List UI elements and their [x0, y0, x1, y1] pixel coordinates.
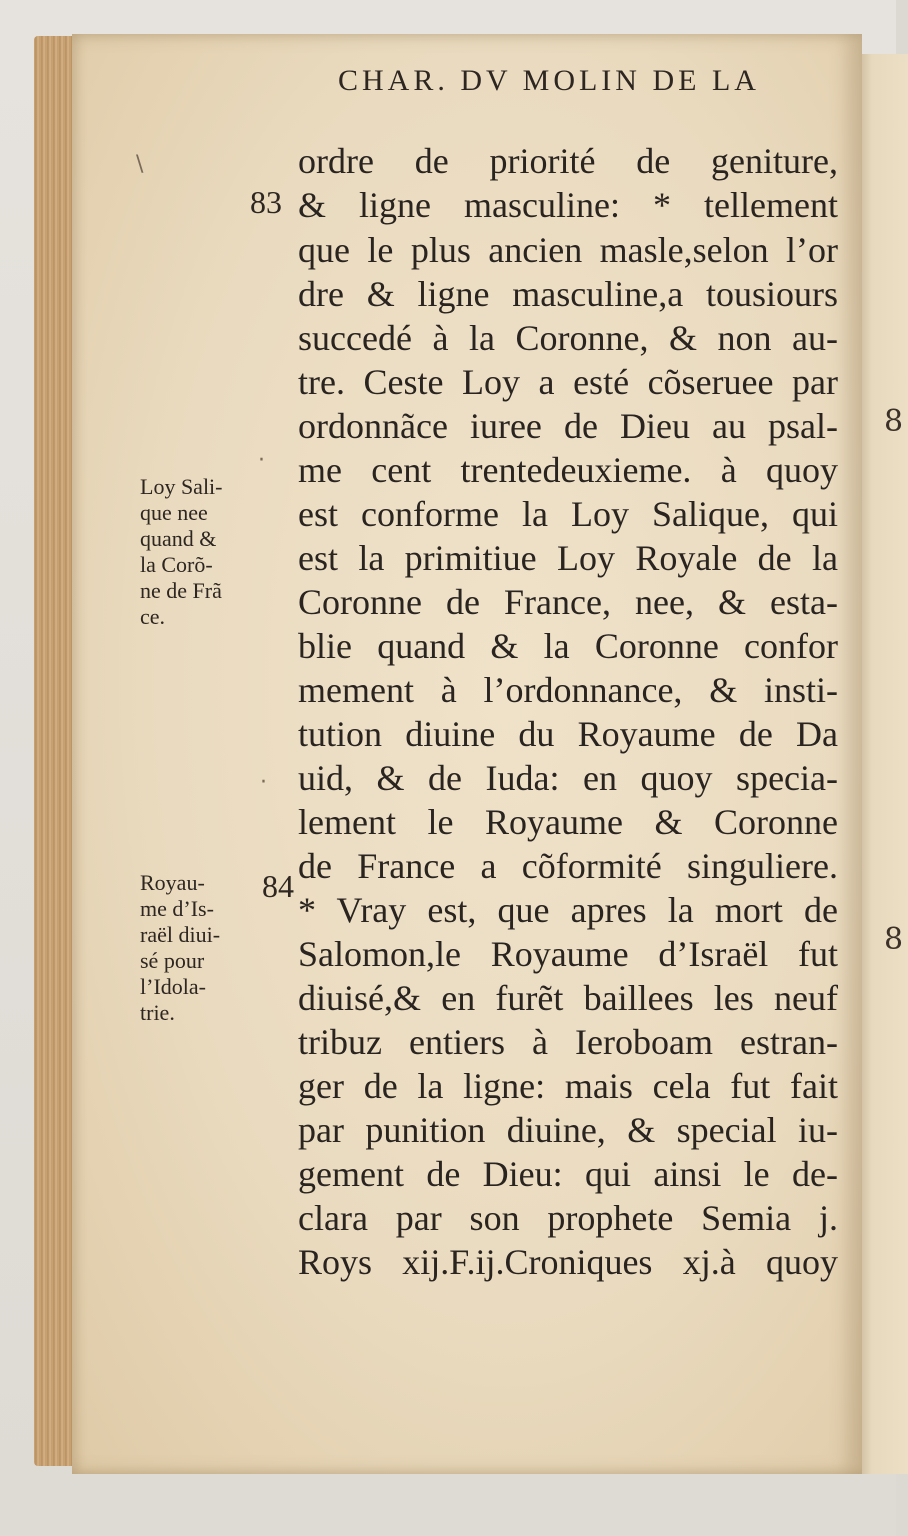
sidenote-line: quand &	[140, 526, 217, 551]
text-line: ordonnãce iuree de Dieu au psal-	[298, 406, 838, 446]
text-line: est conforme la Loy Salique, qui	[298, 494, 838, 534]
text-line: tre. Ceste Loy a esté cõseruee par	[298, 362, 838, 402]
text-line: gement de Dieu: qui ainsi le de-	[298, 1154, 838, 1194]
margin-mark: ·	[258, 448, 265, 473]
text-line: uid, & de Iuda: en quoy specia-	[298, 758, 838, 798]
text-line: & ligne masculine: * tellement	[298, 185, 838, 225]
text-line: * Vray est, que apres la mort de	[298, 890, 838, 930]
sidenote-line: sé pour	[140, 948, 205, 973]
text-line: ordre de priorité de geniture,	[298, 141, 838, 181]
text-line: ger de la ligne: mais cela fut fait	[298, 1066, 838, 1106]
text-line: Coronne de France, nee, & esta-	[298, 582, 838, 622]
sidenote-line: la Corõ-	[140, 552, 213, 577]
text-line: de France a cõformité singuliere.	[298, 846, 838, 886]
text-line: par punition diuine, & special iu-	[298, 1110, 838, 1150]
sidenote-line: trie.	[140, 1000, 175, 1025]
text-line: clara par son prophete Semia j.	[298, 1198, 838, 1238]
text-line: Roys xij.F.ij.Croniques xj.à quoy	[298, 1242, 838, 1282]
facing-page-mark: 8	[884, 922, 904, 957]
text-line: tution diuine du Royaume de Da	[298, 714, 838, 754]
margin-mark: ·	[260, 770, 267, 795]
text-line: que le plus ancien masle,selon l’or	[298, 230, 838, 270]
sidenote-line: que nee	[140, 500, 208, 525]
text-line: lement le Royaume & Coronne	[298, 802, 838, 842]
text-line: dre & ligne masculine,a tousiours	[298, 274, 838, 314]
sidenote-line: ce.	[140, 604, 166, 629]
text-line: succedé à la Coronne, & non au-	[298, 318, 838, 358]
sidenote-line: l’Idola-	[140, 974, 206, 999]
text-line: est la primitiue Loy Royale de la	[298, 538, 838, 578]
sidenote-line: Royau-	[140, 870, 205, 895]
text-line: diuisé,& en furẽt baillees les neuf	[298, 978, 838, 1018]
text-line: mement à l’ordonnance, & insti-	[298, 670, 838, 710]
text-line: blie quand & la Coronne confor	[298, 626, 838, 666]
sidenote-line: Loy Sali-	[140, 474, 223, 499]
sidenote-line: raël diui-	[140, 922, 221, 947]
text-line: me cent trentedeuxieme. à quoy	[298, 450, 838, 490]
text-line: Salomon,le Royaume d’Israël fut	[298, 934, 838, 974]
margin-mark: \	[136, 152, 144, 177]
page-text	[70, 0, 860, 1440]
margin-number: 84	[262, 868, 294, 904]
sidenote-loy-salique	[140, 474, 223, 630]
running-head: CHAR. DV MOLIN DE LA	[338, 64, 760, 97]
sidenote-royaume-israel	[140, 870, 220, 1026]
text-line: tribuz entiers à Ieroboam estran-	[298, 1022, 838, 1062]
sidenote-line: me d’Is-	[140, 896, 214, 921]
facing-page-mark: 8	[884, 404, 904, 439]
sidenote-line: ne de Frã	[140, 578, 222, 603]
margin-number: 83	[250, 184, 282, 220]
